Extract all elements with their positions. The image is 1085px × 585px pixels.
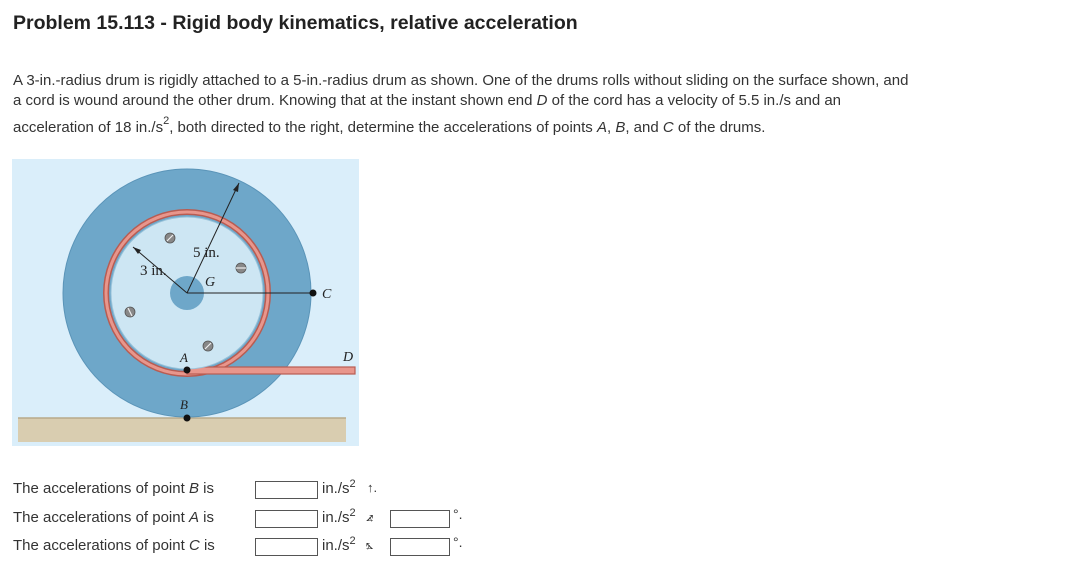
accel-A-magnitude-input[interactable] [255, 510, 318, 528]
accel-A-angle-input[interactable] [390, 510, 450, 528]
label-3in: 3 in. [140, 263, 167, 279]
unit-C: $in./s^2$ [322, 535, 356, 554]
point-A [184, 367, 191, 374]
label-D: D [343, 350, 354, 365]
label-5in: 5 in. [193, 245, 220, 261]
angle-direction-icon: ⦨ [366, 509, 374, 524]
unit-B: $in./s^2$ [322, 478, 356, 497]
cord-straight [187, 367, 355, 374]
accel-B-magnitude-input[interactable] [255, 481, 318, 499]
angle-direction-icon: ⦩ [366, 537, 374, 552]
unit-A: $in./s^2$ [322, 507, 356, 526]
label-B: B [180, 397, 188, 412]
problem-statement: A 3-in.-radius drum is rigidly attached to a 5-in.-radius drum as shown. One of the drums rolls without sliding on the surface shown, and a cord is wound around the other drum. Knowing that at the instant shown end D of the cord has a velocity of 5.5 in./s and an acceleration of 18 $in./s^2$, both directed to the right, determine the accelerations of points A, B, and C of the drums. [13, 72, 909, 136]
label-A: A [180, 350, 188, 365]
ground-surface [18, 418, 346, 442]
problem-title: Problem 15.113 - Rigid body kinematics, relative acceleration [13, 12, 578, 34]
accel-C-magnitude-input[interactable] [255, 538, 318, 556]
label-C: C [322, 287, 332, 302]
up-arrow-icon: ↑. [367, 480, 378, 495]
label-G: G [205, 275, 216, 290]
point-B [184, 415, 191, 422]
point-C [310, 290, 317, 297]
drum-figure [12, 159, 359, 446]
accel-C-angle-input[interactable] [390, 538, 450, 556]
